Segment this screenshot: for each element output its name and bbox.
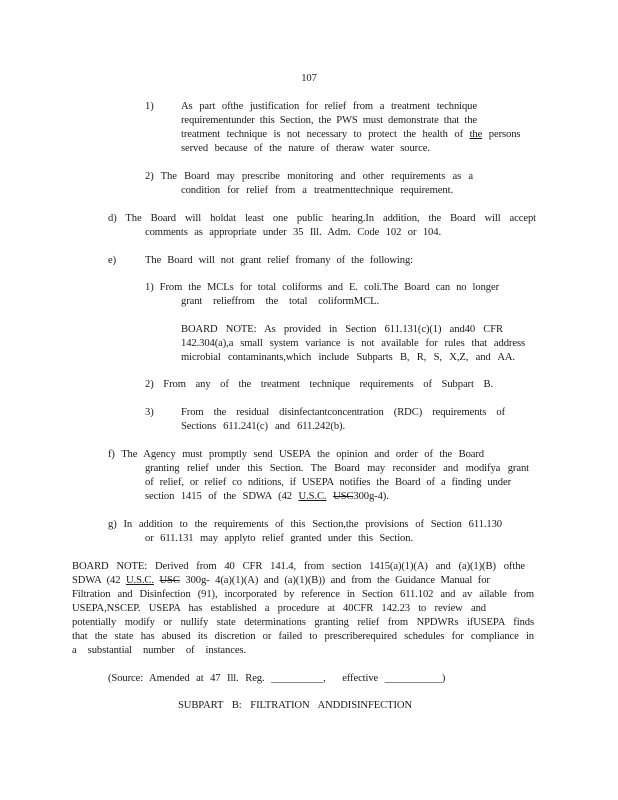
subpart-heading: SUBPART B: FILTRATION ANDDISINFECTION (178, 700, 412, 711)
item-1-underlined-word: the (469, 129, 483, 140)
page-number: 107 (301, 73, 317, 84)
item-d-line-2: comments as appropriate under 35 Ill. Adm. Code 102 or 104. (145, 227, 441, 238)
source-prefix: (Source: Amended at 47 Ill. Reg. (108, 673, 265, 684)
item-f-line-3: of relief, or relief co nditions, if USEPA notifies the Board of a finding under (145, 477, 511, 488)
board-note-line-6: that the state has abused its discretion or failed to prescriberequired schedules for compliance in (72, 631, 534, 642)
item-2-line-2: condition for relief from a treatmenttechnique requirement. (181, 185, 453, 196)
item-g-line-2: or 611.131 may applyto relief granted under this Section. (145, 533, 413, 544)
item-f-line-2: granting relief under this Section. The Board may reconsider and modifya grant (145, 463, 529, 474)
item-e-text: The Board will not grant relief fromany of the following: (145, 255, 413, 266)
item-e-sub2: 2) From any of the treatment technique requirements of Subpart B. (145, 379, 493, 390)
source-effective: effective (342, 673, 379, 684)
item-f-line-4-end: 300g-4). (353, 491, 389, 502)
source-blank-1: __________, (271, 673, 326, 684)
item-e-marker: e) (108, 255, 117, 266)
item-1-line-1: As part ofthe justification for relief from a treatment technique (181, 101, 477, 112)
item-1-line-4: served because of the nature of theraw water source. (181, 143, 430, 154)
board-note-line-5: potentially modify or nullify state determinations granting relief from NPDWRs ifUSEPA finds (72, 617, 534, 628)
board-note-line-2-start: SDWA (42 (72, 575, 121, 586)
board-note-line-3: Filtration and Disinfection (91), incorporated by reference in Section 611.102 and av ailable from (72, 589, 534, 600)
item-f-underlined-usc: U.S.C. (298, 491, 327, 502)
source-blank-2: ___________) (384, 673, 446, 684)
item-e-sub3-line-2: Sections 611.241(c) and 611.242(b). (181, 421, 345, 432)
item-e-sub1-line-1: 1) From the MCLs for total coliforms and E. coli.The Board can no longer (145, 282, 499, 293)
item-f-line-4 (145, 490, 389, 504)
source-line (108, 672, 445, 686)
item-f-line-1: f) The Agency must promptly send USEPA the opinion and order of the Board (108, 449, 484, 460)
item-1-marker: 1) (145, 101, 154, 112)
item-e-sub1-line-2: grant relieffrom the total coliformMCL. (181, 296, 379, 307)
item-e-note-line-3: microbial contaminants,which include Subparts B, R, S, X,Z, and AA. (181, 352, 515, 363)
item-e-sub3-marker: 3) (145, 407, 154, 418)
item-1-line-3-text: treatment technique is not necessary to protect the health of (181, 129, 463, 140)
item-1-line-2: requirementunder this Section, the PWS must demonstrate that the (181, 115, 477, 126)
item-f-struck-usc: USC (333, 491, 354, 502)
item-1-line-3 (181, 128, 521, 142)
board-note-line-2 (72, 574, 525, 588)
item-d-line-1: d) The Board will holdat least one public hearing.In addition, the Board will accept (108, 213, 536, 224)
item-2-line-1: 2) The Board may prescribe monitoring and other requirements as a (145, 171, 473, 182)
board-note-line-7: a substantial number of instances. (72, 645, 246, 656)
board-note-line-1: BOARD NOTE: Derived from 40 CFR 141.4, from section 1415(a)(1)(A) and (a)(1)(B) ofthe (72, 561, 525, 572)
item-f-line-4-text: section 1415 of the SDWA (42 (145, 491, 292, 502)
board-note-line-4: USEPA,NSCEP. USEPA has established a procedure at 40CFR 142.23 to review and (72, 603, 486, 614)
item-e-note-line-2: 142.304(a),a small system variance is not available for rules that address (181, 338, 525, 349)
item-e-sub3-line-1: From the residual disinfectantconcentration (RDC) requirements of (181, 407, 505, 418)
item-e-note-line-1: BOARD NOTE: As provided in Section 611.131(c)(1) and40 CFR (181, 324, 503, 335)
board-note-underlined-usc: U.S.C. (125, 575, 154, 586)
item-1-line-3-end: persons (488, 129, 521, 140)
item-g-line-1: g) In addition to the requirements of this Section,the provisions of Section 611.130 (108, 519, 502, 530)
board-note-struck-usc: USC (159, 575, 180, 586)
board-note-line-2-end: 300g- 4(a)(1)(A) and (a)(1)(B)) and from the Guidance Manual for (185, 575, 490, 586)
